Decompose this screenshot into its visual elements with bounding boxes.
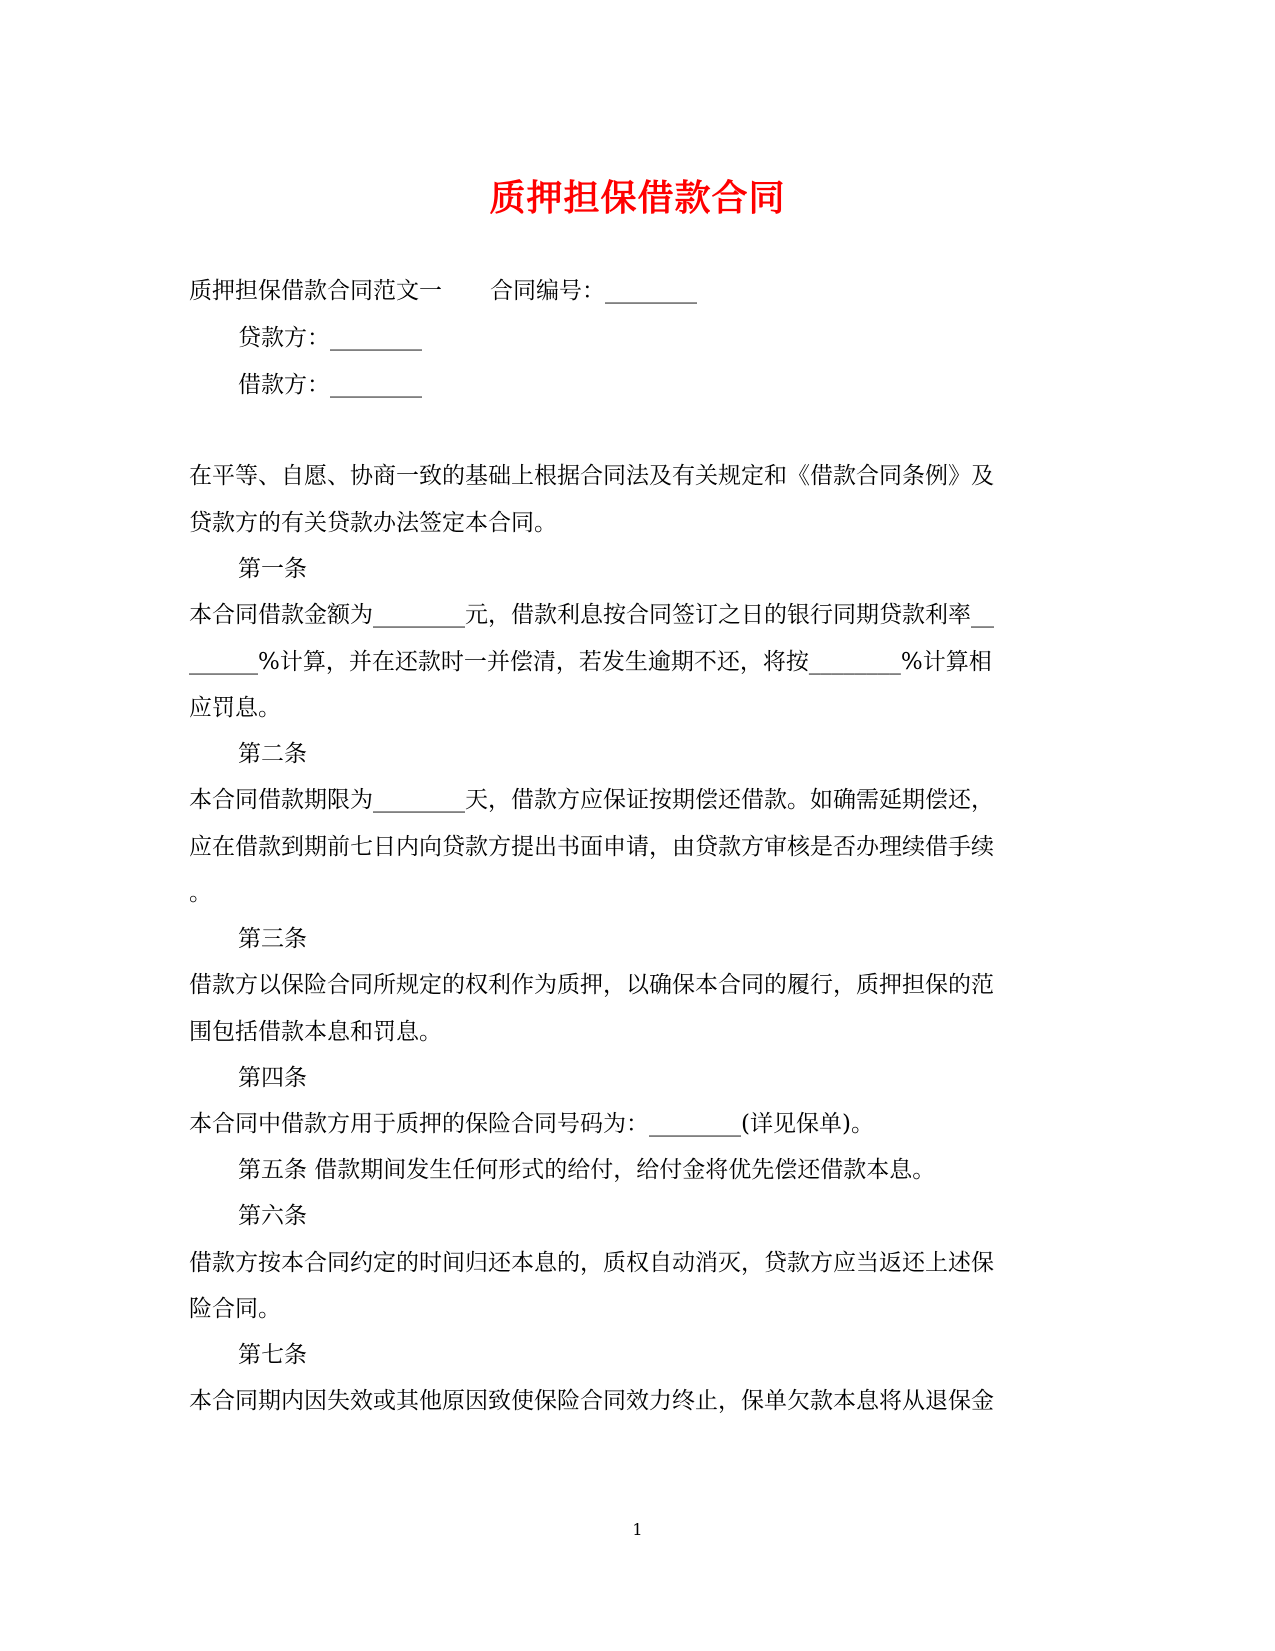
- article-7-heading: 第七条: [238, 1342, 307, 1368]
- borrower-line: 借款方：________: [238, 372, 422, 398]
- article-2-line-1: 本合同借款期限为________天，借款方应保证按期偿还借款。如确需延期偿还，: [189, 787, 994, 813]
- contract-number: 合同编号：________: [490, 278, 697, 304]
- intro-line-1: 在平等、自愿、协商一致的基础上根据合同法及有关规定和《借款合同条例》及: [189, 463, 994, 489]
- article-5-text: 第五条 借款期间发生任何形式的给付，给付金将优先偿还借款本息。: [238, 1157, 936, 1183]
- article-1-line-1: 本合同借款金额为________元，借款利息按合同签订之日的银行同期贷款利率__: [189, 602, 994, 628]
- article-3-line-2: 围包括借款本息和罚息。: [189, 1019, 442, 1045]
- article-6-heading: 第六条: [238, 1203, 307, 1229]
- article-1-heading: 第一条: [238, 556, 307, 582]
- article-1-line-3: 应罚息。: [189, 695, 281, 721]
- lender-line: 贷款方：________: [238, 325, 422, 351]
- article-1-line-2: ______%计算，并在还款时一并偿清，若发生逾期不还，将按________%计算相: [189, 649, 992, 675]
- article-6-line-1: 借款方按本合同约定的时间归还本息的，质权自动消灭，贷款方应当返还上述保: [189, 1250, 994, 1276]
- article-2-line-2: 应在借款到期前七日内向贷款方提出书面申请，由贷款方审核是否办理续借手续: [189, 834, 994, 860]
- sample-label: 质押担保借款合同范文一: [189, 278, 442, 304]
- article-6-line-2: 险合同。: [189, 1296, 281, 1322]
- article-3-line-1: 借款方以保险合同所规定的权利作为质押，以确保本合同的履行，质押担保的范: [189, 972, 994, 998]
- article-3-heading: 第三条: [238, 926, 307, 952]
- header-line: [189, 276, 697, 306]
- article-7-line-1: 本合同期内因失效或其他原因致使保险合同效力终止，保单欠款本息将从退保金: [189, 1388, 994, 1414]
- document-title: 质押担保借款合同: [489, 177, 786, 219]
- article-2-line-3: 。: [189, 880, 212, 906]
- article-4-heading: 第四条: [238, 1065, 307, 1091]
- article-2-heading: 第二条: [238, 741, 307, 767]
- intro-line-2: 贷款方的有关贷款办法签定本合同。: [189, 510, 557, 536]
- page-number: 1: [632, 1520, 643, 1539]
- article-4-line-1: 本合同中借款方用于质押的保险合同号码为：________(详见保单)。: [189, 1111, 874, 1137]
